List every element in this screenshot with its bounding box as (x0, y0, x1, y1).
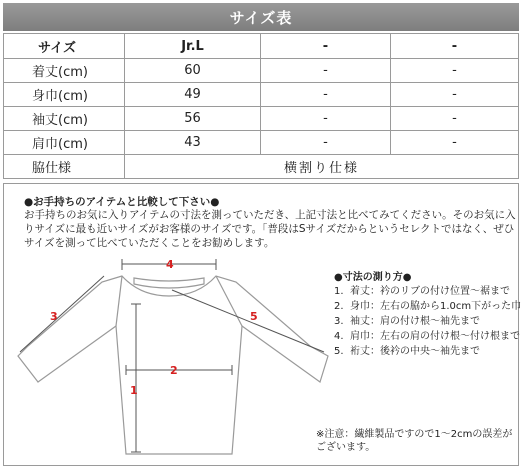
table-row (4, 107, 519, 131)
size-table (3, 33, 519, 179)
tolerance-note: ※注意：繊維製品ですので1～2cmの誤差がございます。 (316, 429, 513, 453)
row-label: 着丈(cm) (4, 59, 125, 83)
garment-diagram (10, 254, 330, 464)
measurement-info-box (3, 183, 522, 466)
table-cell: 60 (125, 59, 261, 83)
table-row (4, 131, 519, 155)
header-jrl: Jr.L (125, 34, 261, 59)
row-label: 身巾(cm) (4, 83, 125, 107)
table-header-row (4, 34, 519, 59)
label-2: 2 (170, 364, 178, 377)
list-item: 5. 裄丈：後衿の中央～袖先まで (334, 346, 480, 357)
table-cell: - (261, 107, 391, 131)
list-item: 1. 着丈：衿のリブの付け位置～裾まで (334, 286, 510, 297)
header-size: サイズ (4, 34, 125, 59)
header-col2: - (261, 34, 391, 59)
table-cell: 56 (125, 107, 261, 131)
label-3: 3 (50, 310, 58, 323)
table-cell: - (391, 83, 519, 107)
row-label: 袖丈(cm) (4, 107, 125, 131)
measure-line-5 (172, 290, 324, 352)
table-cell: 43 (125, 131, 261, 155)
table-cell: 49 (125, 83, 261, 107)
label-5: 5 (250, 310, 258, 323)
method-list (334, 285, 522, 358)
list-item: 3. 袖丈：肩の付け根～袖先まで (334, 316, 480, 327)
compare-body: お手持ちのお気に入りアイテムの寸法を測っていただき、上記寸法と比べてみてください。そのお気に入りサイズに最も近いサイズがお客様のサイズです。｢普段はSサイズだからというセレクトではなく、ぜひサイズを測って比べていただくことをお勧めします。 (24, 209, 516, 249)
label-1: 1 (130, 384, 138, 397)
list-item: 2. 身巾：左右の脇から1.0cm下がった巾 (334, 301, 522, 312)
table-cell: - (261, 83, 391, 107)
side-seam-label: 脇仕様 (4, 155, 125, 179)
table-row-side-seam (4, 155, 519, 179)
garment-collar (134, 278, 204, 288)
list-item: 4. 肩巾：左右の肩の付け根～付け根まで (334, 331, 520, 342)
measurement-method (334, 268, 522, 360)
table-cell: - (261, 131, 391, 155)
armhole-left (116, 276, 122, 326)
method-title: ●寸法の測り方● (334, 272, 412, 283)
compare-heading: ●お手持ちのアイテムと比較して下さい● (24, 196, 220, 208)
side-seam-value: 横割り仕様 (125, 155, 519, 179)
table-cell: - (391, 59, 519, 83)
table-row (4, 83, 519, 107)
table-row (4, 59, 519, 83)
measure-line-3 (20, 276, 104, 352)
size-chart-title: サイズ表 (3, 3, 519, 31)
row-label: 肩巾(cm) (4, 131, 125, 155)
table-cell: - (391, 131, 519, 155)
table-cell: - (261, 59, 391, 83)
table-cell: - (391, 107, 519, 131)
header-col3: - (391, 34, 519, 59)
label-4: 4 (166, 258, 174, 271)
